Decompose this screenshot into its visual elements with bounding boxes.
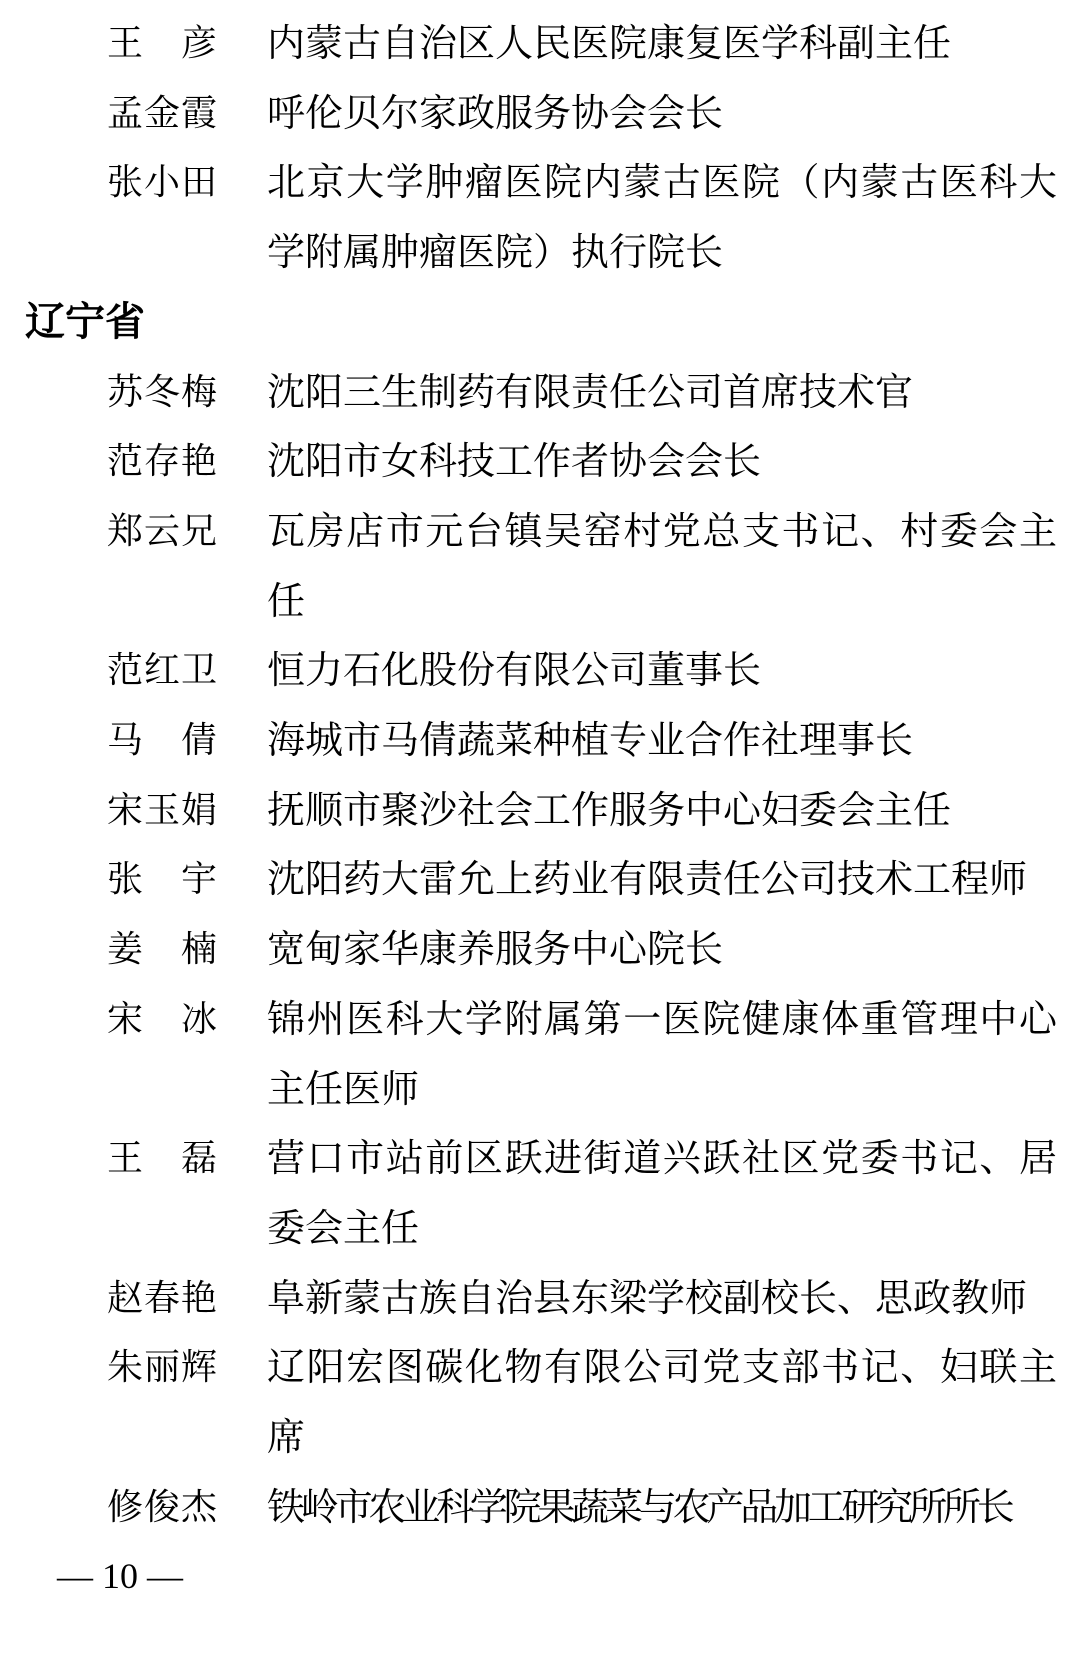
province-section-heading: 辽宁省	[25, 298, 145, 345]
person-name: 苏冬梅	[107, 371, 217, 413]
person-title: 辽阳宏图碳化物有限公司党支部书记、妇联主席	[267, 1345, 1057, 1460]
person-title: 海城市马倩蔬菜种植专业合作社理事长	[267, 718, 914, 763]
person-name: 姜 楠	[107, 929, 217, 971]
person-title: 锦州医科大学附属第一医院健康体重管理中心主任医师	[267, 996, 1057, 1111]
person-title: 沈阳三生制药有限责任公司首席技术官	[267, 369, 914, 414]
roster-row	[0, 358, 1080, 428]
person-title: 宽甸家华康养服务中心院长	[267, 927, 724, 972]
person-name: 王 彦	[107, 23, 217, 64]
person-title: 阜新蒙古族自治县东梁学校副校长、思政教师	[267, 1275, 1028, 1320]
person-title: 恒力石化股份有限公司董事长	[267, 648, 762, 693]
person-name: 张 宇	[107, 859, 217, 901]
roster-row	[0, 1264, 1080, 1334]
roster-row	[0, 1333, 1080, 1472]
page-number-footer: — 10 —	[57, 1556, 183, 1597]
person-name: 孟金霞	[107, 92, 217, 134]
roster-row	[0, 915, 1080, 985]
person-name: 范红卫	[107, 650, 217, 692]
roster-row	[0, 636, 1080, 706]
roster-row	[0, 148, 1080, 287]
person-name: 宋玉娟	[107, 789, 217, 831]
person-name: 马 倩	[107, 720, 217, 762]
person-name: 赵春艳	[107, 1277, 217, 1319]
roster-row	[0, 776, 1080, 846]
roster-row	[0, 845, 1080, 915]
roster-row	[0, 706, 1080, 776]
person-title: 铁岭市农业科学院果蔬菜与农产品加工研究所所长	[267, 1484, 1011, 1529]
roster-row	[0, 1124, 1080, 1263]
person-title: 抚顺市聚沙社会工作服务中心妇委会主任	[267, 787, 952, 832]
person-name: 宋 冰	[107, 998, 217, 1040]
roster-row	[0, 1473, 1080, 1543]
person-title: 内蒙古自治区人民医院康复医学科副主任	[267, 21, 952, 65]
person-name: 修俊杰	[107, 1486, 217, 1528]
roster-row	[0, 985, 1080, 1124]
person-name: 朱丽辉	[107, 1347, 217, 1389]
person-title: 沈阳市女科技工作者协会会长	[267, 439, 762, 484]
person-title: 沈阳药大雷允上药业有限责任公司技术工程师	[267, 857, 1028, 902]
roster-row	[0, 79, 1080, 149]
person-name: 郑云兄	[107, 510, 217, 552]
person-name: 张小田	[107, 162, 217, 204]
person-name: 范存艳	[107, 441, 217, 483]
roster-row	[0, 497, 1080, 636]
person-title: 瓦房店市元台镇吴窑村党总支书记、村委会主任	[267, 508, 1057, 623]
person-name: 王 磊	[107, 1138, 217, 1180]
person-title: 营口市站前区跃进街道兴跃社区党委书记、居委会主任	[267, 1136, 1057, 1250]
person-title: 呼伦贝尔家政服务协会会长	[267, 90, 724, 135]
person-title: 北京大学肿瘤医院内蒙古医院（内蒙古医科大学附属肿瘤医院）执行院长	[267, 160, 1057, 275]
roster-row	[0, 427, 1080, 497]
roster-row	[0, 9, 1080, 79]
